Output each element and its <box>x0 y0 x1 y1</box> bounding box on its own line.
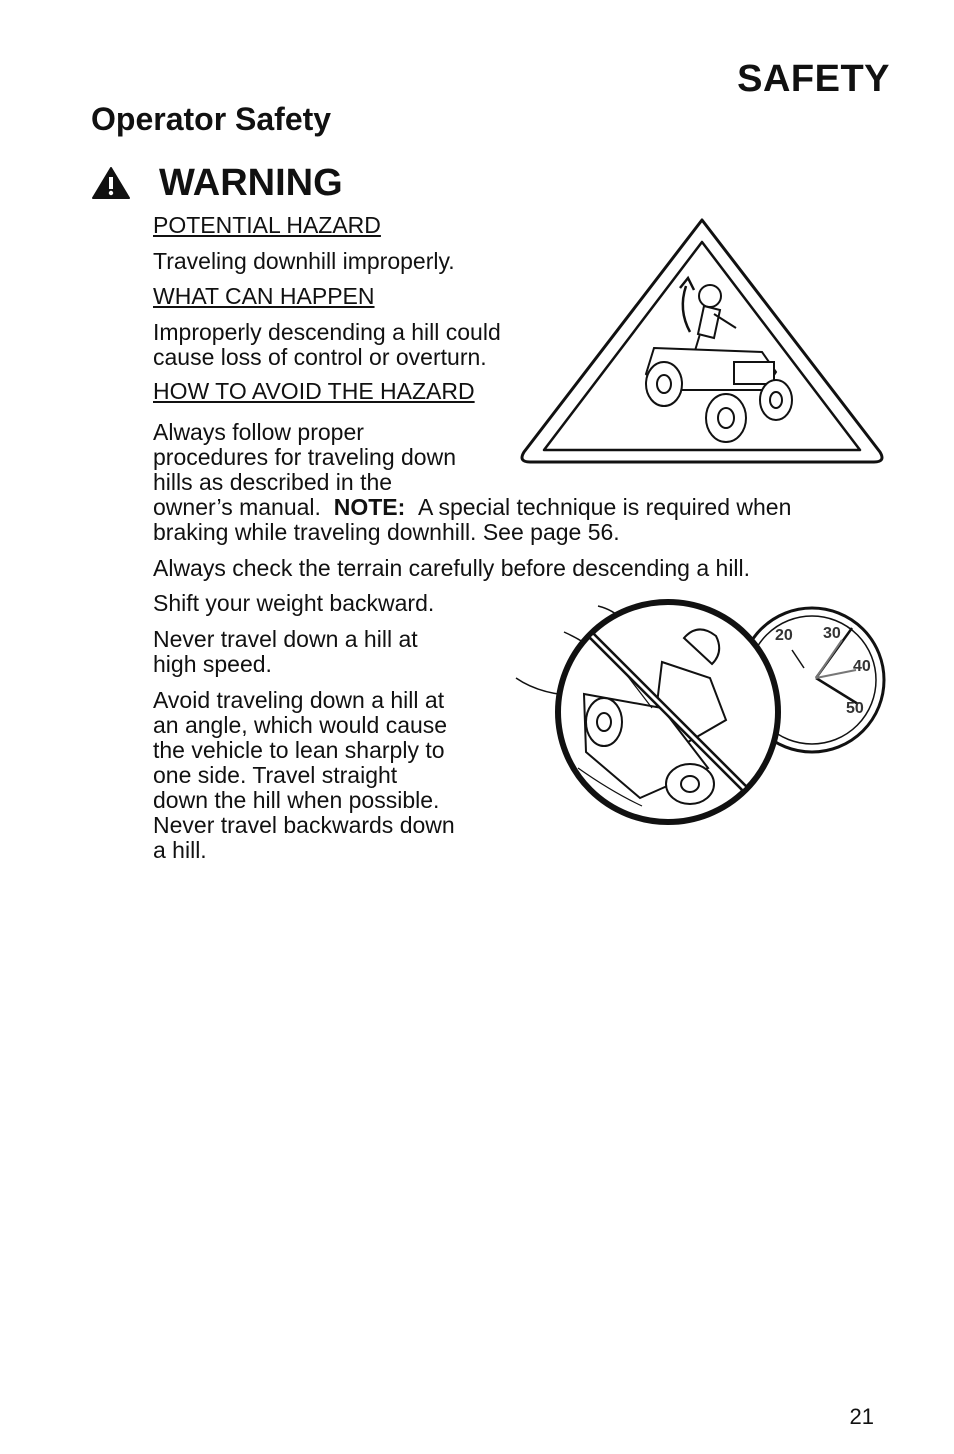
speed-tick-50: 50 <box>846 700 864 717</box>
happen-line-1: Improperly descending a hill could <box>153 319 501 345</box>
angle-line-1: Avoid traveling down a hill at <box>153 687 445 713</box>
angle-line-4: one side. Travel straight <box>153 762 398 788</box>
speed-tick-30: 30 <box>823 625 841 642</box>
hazard-heading: POTENTIAL HAZARD <box>153 212 381 238</box>
angle-line-7: a hill. <box>153 837 207 863</box>
check-terrain-text: Always check the terrain carefully before descending a hill. <box>153 555 751 581</box>
speed-line-2: high speed. <box>153 651 272 677</box>
shift-weight-text: Shift your weight backward. <box>153 590 435 616</box>
note-label: NOTE: <box>333 494 406 520</box>
warning-word: WARNING <box>159 161 343 204</box>
avoid-line-3: hills as described in the <box>153 469 393 495</box>
avoid-heading: HOW TO AVOID THE HAZARD <box>153 378 475 404</box>
angle-line-3: the vehicle to lean sharply to <box>153 737 445 763</box>
chapter-heading: SAFETY <box>737 58 890 100</box>
happen-line-2: cause loss of control or overturn. <box>153 344 487 370</box>
angle-line-6: Never travel backwards down <box>153 812 455 838</box>
hazard-text: Traveling downhill improperly. <box>153 248 455 274</box>
avoid-line-2: procedures for traveling down <box>153 444 456 470</box>
section-title: Operator Safety <box>91 101 332 137</box>
warning-header <box>91 160 343 206</box>
warning-triangle-icon <box>91 166 131 200</box>
angle-line-5: down the hill when possible. <box>153 787 440 813</box>
avoid-line-4 <box>153 495 791 520</box>
happen-heading: WHAT CAN HAPPEN <box>153 283 375 309</box>
avoid-line-4-start: owner’s manual. <box>153 494 321 520</box>
speed-tick-40: 40 <box>853 658 871 675</box>
speed-line-1: Never travel down a hill at <box>153 626 418 652</box>
angle-line-2: an angle, which would cause <box>153 712 448 738</box>
page-number: 21 <box>849 1404 874 1429</box>
avoid-line-5: braking while traveling downhill. See page 56. <box>153 519 620 545</box>
speed-tick-20: 20 <box>775 627 793 644</box>
avoid-line-1: Always follow proper <box>153 419 364 445</box>
avoid-line-4-end: A special technique is required when <box>418 494 792 520</box>
no-downhill-speed-illustration <box>512 592 871 836</box>
atv-downhill-sign-illustration <box>514 214 890 468</box>
